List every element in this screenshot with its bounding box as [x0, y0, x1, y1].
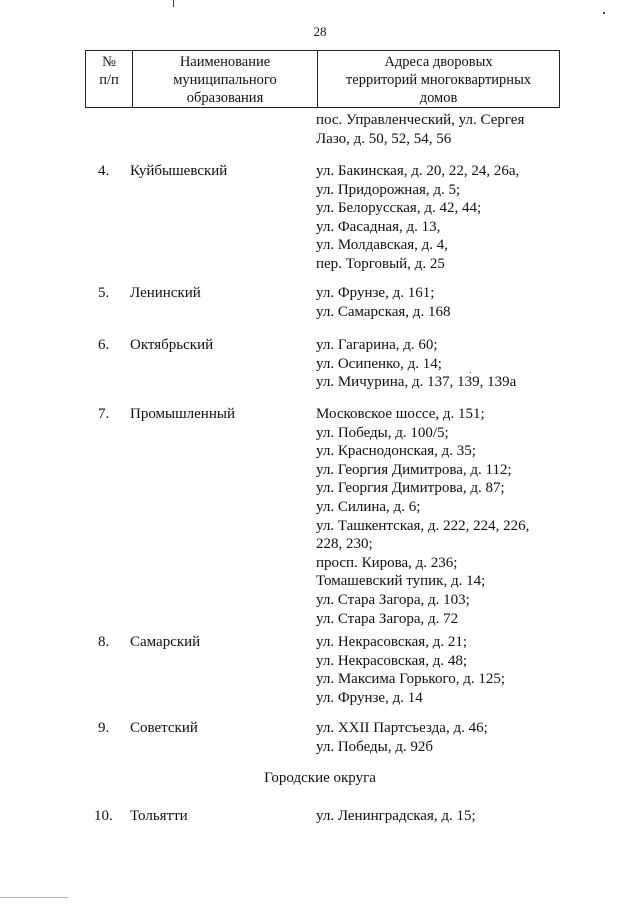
section-title: Городские округа [264, 770, 376, 786]
municipality-name: Советский [130, 720, 198, 736]
row-number: 10. [94, 808, 113, 824]
address-line: ул. Гагарина, д. 60; [316, 337, 438, 353]
address-line: Лазо, д. 50, 52, 54, 56 [316, 130, 452, 147]
address-line: Московское шоссе, д. 151; [316, 406, 485, 422]
row-number: 6. [98, 337, 110, 353]
address-line: ул. XXII Партсъезда, д. 46; [316, 720, 488, 736]
address-line: ул. Победы, д. 92б [316, 738, 434, 755]
municipality-name: Промышленный [130, 406, 235, 422]
continuation-addresses [316, 111, 566, 148]
address-line: ул. Победы, д. 100/5; [316, 424, 449, 441]
address-line: ул. Стара Загора, д. 72 [316, 610, 459, 627]
address-line: Томашевский тупик, д. 14; [316, 573, 486, 590]
address-list [316, 633, 566, 707]
header-number-column [86, 51, 133, 108]
address-list [316, 807, 566, 826]
address-list [316, 719, 566, 756]
header-name-line: муниципального [173, 72, 277, 88]
table-header [85, 50, 560, 108]
address-line: ул. Некрасовская, д. 48; [316, 652, 467, 669]
address-line: ул. Максима Горького, д. 125; [316, 671, 506, 688]
address-list [316, 162, 566, 274]
address-list [316, 336, 566, 392]
header-number-line: п/п [99, 72, 119, 88]
address-line: пос. Управленческий, ул. Сергея [316, 112, 525, 128]
header-number-line: № [102, 54, 116, 70]
header-name-line: Наименование [179, 54, 271, 70]
address-line: 228, 230; [316, 536, 373, 553]
address-list [316, 405, 566, 628]
footer-divider [0, 897, 68, 898]
row-number: 9. [98, 720, 110, 736]
address-list [316, 284, 566, 321]
address-line: ул. Краснодонская, д. 35; [316, 443, 476, 460]
address-line: ул. Стара Загора, д. 103; [316, 591, 470, 608]
address-line: ул. Фасадная, д. 13, [316, 218, 441, 235]
header-address-line: домов [419, 90, 458, 106]
address-line: ул. Ленинградская, д. 15; [316, 808, 476, 824]
row-number: 8. [98, 634, 110, 650]
address-line: ул. Мичурина, д. 137, 139, 139а [316, 374, 517, 391]
address-line: ул. Ташкентская, д. 222, 224, 226, [316, 517, 530, 534]
municipality-name: Самарский [130, 634, 201, 650]
row-number: 7. [98, 406, 110, 422]
address-line: ул. Молдавская, д. 4, [316, 237, 449, 254]
address-line: ул. Бакинская, д. 20, 22, 24, 26а, [316, 163, 520, 179]
municipality-name: Куйбышевский [130, 163, 228, 179]
row-number: 4. [98, 163, 110, 179]
address-line: ул. Фрунзе, д. 161; [316, 285, 435, 301]
address-line: пер. Торговый, д. 25 [316, 255, 445, 272]
page-number: 28 [313, 24, 327, 39]
address-line: ул. Осипенко, д. 14; [316, 355, 442, 372]
address-line: ул. Белорусская, д. 42, 44; [316, 200, 482, 217]
municipality-name: Ленинский [130, 285, 201, 301]
address-line: ул. Придорожная, д. 5; [316, 181, 461, 198]
row-number: 5. [98, 285, 110, 301]
header-name-column [133, 51, 318, 108]
scan-mark [603, 12, 605, 14]
header-address-line: территорий многоквартирных [345, 72, 532, 88]
scan-mark [173, 0, 174, 7]
address-line: ул. Георгия Димитрова, д. 112; [316, 461, 512, 478]
header-address-column [318, 51, 560, 108]
address-line: ул. Георгия Димитрова, д. 87; [316, 480, 505, 497]
address-line: ул. Силина, д. 6; [316, 498, 421, 515]
address-line: просп. Кирова, д. 236; [316, 554, 458, 571]
municipality-name: Тольятти [130, 808, 188, 824]
address-line: ул. Некрасовская, д. 21; [316, 634, 467, 650]
municipality-name: Октябрьский [130, 337, 214, 353]
header-name-line: образования [186, 90, 264, 106]
address-line: ул. Самарская, д. 168 [316, 303, 451, 320]
header-address-line: Адреса дворовых [384, 54, 493, 70]
address-line: ул. Фрунзе, д. 14 [316, 689, 423, 706]
